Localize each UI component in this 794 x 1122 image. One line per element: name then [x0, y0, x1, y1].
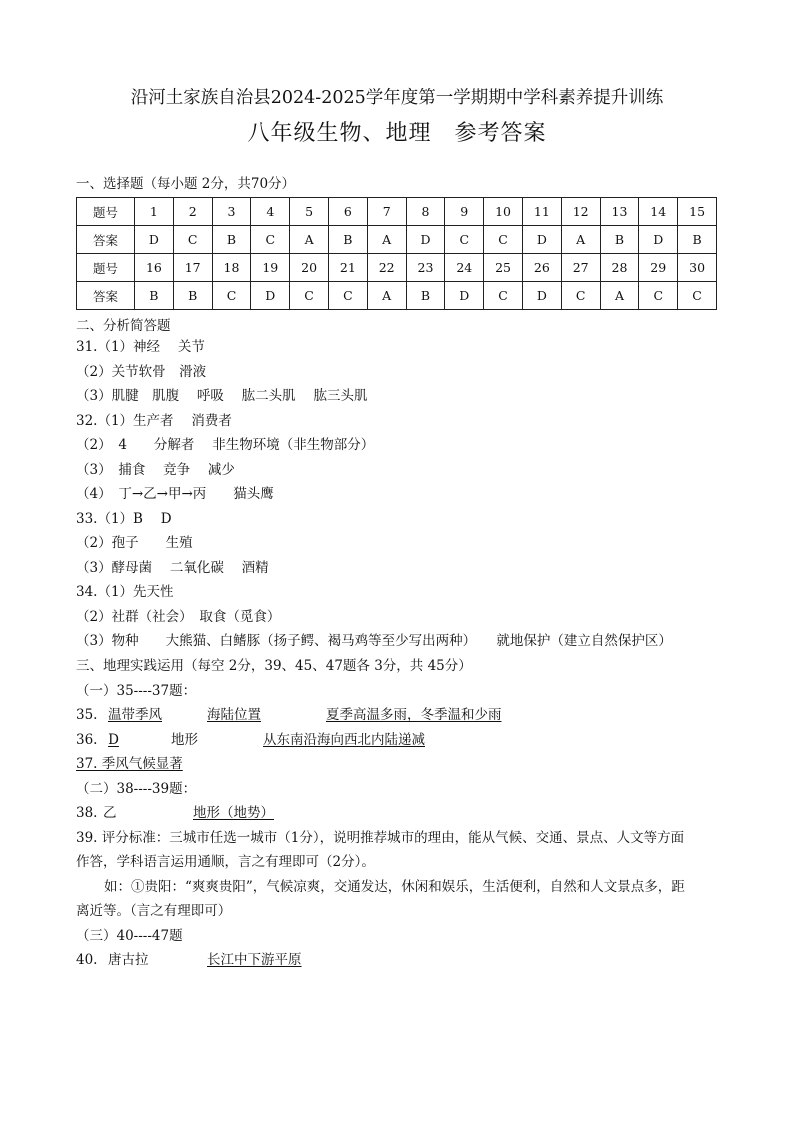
- question-number-cell: 6: [328, 198, 367, 226]
- answer-row-label: 答案: [77, 226, 135, 254]
- question-number-cell: 19: [251, 254, 290, 282]
- answer-cell: A: [561, 226, 600, 254]
- answer-cell: D: [445, 282, 484, 310]
- question-number-cell: 16: [135, 254, 174, 282]
- q39-example-line-1: 如：①贵阳：“爽爽贵阳”，气候凉爽，交通发达，休闲和娱乐，生活便利，自然和人文景点多，距: [104, 879, 685, 895]
- answer-cell: D: [522, 226, 561, 254]
- answer-cell: C: [484, 226, 523, 254]
- q38-answer-2: 地形（地势）: [193, 805, 274, 821]
- answer-line-33-2: （2）孢子 生殖: [76, 535, 193, 551]
- question-number-cell: 11: [522, 198, 561, 226]
- question-number-cell: 8: [406, 198, 445, 226]
- question-number-cell: 21: [328, 254, 367, 282]
- q36-answer-1: D: [108, 732, 119, 748]
- q38-answer-1: 乙: [103, 805, 117, 821]
- question-number-cell: 29: [639, 254, 678, 282]
- answer-cell: C: [445, 226, 484, 254]
- answer-line-34-2: （2）社群（社会） 取食（觅食）: [76, 609, 281, 625]
- answer-cell: A: [290, 226, 329, 254]
- answer-cell: A: [600, 282, 639, 310]
- q35-answer-2: 海陆位置: [207, 707, 261, 723]
- part1-heading: （一）35----37题：: [76, 683, 197, 699]
- part2-heading: （二）38----39题：: [76, 781, 197, 797]
- question-number-cell: 3: [212, 198, 251, 226]
- question-number-cell: 15: [678, 198, 717, 226]
- answer-line-32-4: （4） 丁→乙→甲→丙 猫头鹰: [76, 486, 274, 502]
- question-number-row-label: 题号: [77, 198, 135, 226]
- q39-line-2: 作答，学科语言运用通顺，言之有理即可（2分）。: [76, 854, 375, 870]
- answer-cell: D: [135, 226, 174, 254]
- question-number-cell: 7: [367, 198, 406, 226]
- q40-number: 40.: [76, 952, 98, 968]
- answer-cell: C: [328, 282, 367, 310]
- answer-cell: C: [173, 226, 212, 254]
- answer-line-32-3: （3） 捕食 竞争 减少: [76, 462, 235, 478]
- q35-answer-3: 夏季高温多雨，冬季温和少雨: [326, 707, 502, 723]
- question-number-cell: 24: [445, 254, 484, 282]
- answer-cell: A: [367, 282, 406, 310]
- document-title: 沿河土家族自治县2024-2025学年度第一学期期中学科素养提升训练: [130, 88, 664, 108]
- answer-cell: C: [212, 282, 251, 310]
- section2-heading: 二、分析简答题: [76, 318, 171, 334]
- answer-cell: B: [600, 226, 639, 254]
- answer-row: [77, 282, 717, 310]
- answer-line-31-1: 31.（1）神经 关节: [76, 339, 205, 355]
- answer-line-32-1: 32.（1）生产者 消费者: [76, 413, 232, 429]
- question-number-cell: 2: [173, 198, 212, 226]
- q36-answer-2: 地形: [171, 732, 198, 748]
- question-number-cell: 14: [639, 198, 678, 226]
- answer-line-34-1: 34.（1）先天性: [76, 584, 174, 600]
- answer-cell: B: [406, 282, 445, 310]
- question-number-row: [77, 198, 717, 226]
- answer-cell: D: [251, 282, 290, 310]
- q39-example-line-2: 离近等。（言之有理即可）: [76, 903, 232, 919]
- question-number-cell: 9: [445, 198, 484, 226]
- answer-cell: A: [367, 226, 406, 254]
- question-number-cell: 30: [678, 254, 717, 282]
- q38-number: 38.: [76, 805, 98, 821]
- answer-table: [76, 197, 717, 310]
- q40-answer-1: 唐古拉: [108, 952, 149, 968]
- answer-line-33-1: 33.（1）B D: [76, 511, 172, 527]
- answer-cell: D: [639, 226, 678, 254]
- answer-line-37: 37. 季风气候显著: [76, 756, 183, 772]
- answer-cell: C: [678, 282, 717, 310]
- answer-cell: D: [406, 226, 445, 254]
- question-number-cell: 20: [290, 254, 329, 282]
- answer-line-31-3: （3）肌腱 肌腹 呼吸 肱二头肌 肱三头肌: [76, 388, 368, 404]
- question-number-cell: 28: [600, 254, 639, 282]
- q36-answer-3: 从东南沿海向西北内陆递减: [263, 732, 425, 748]
- answer-cell: C: [561, 282, 600, 310]
- question-number-cell: 1: [135, 198, 174, 226]
- document-subtitle: 八年级生物、地理 参考答案: [247, 121, 547, 146]
- question-number-cell: 4: [251, 198, 290, 226]
- section1-heading: 一、选择题（每小题 2分，共70分）: [76, 176, 296, 192]
- answer-cell: C: [251, 226, 290, 254]
- q39-line-1: 39. 评分标准：三城市任选一城市（1分），说明推荐城市的理由，能从气候、交通、景点、人文等方面: [76, 830, 685, 846]
- question-number-cell: 12: [561, 198, 600, 226]
- answer-line-33-3: （3）酵母菌 二氧化碳 酒精: [76, 560, 269, 576]
- question-number-cell: 27: [561, 254, 600, 282]
- question-number-cell: 22: [367, 254, 406, 282]
- question-number-cell: 25: [484, 254, 523, 282]
- answer-cell: B: [678, 226, 717, 254]
- answer-cell: C: [639, 282, 678, 310]
- answer-cell: B: [173, 282, 212, 310]
- question-number-cell: 23: [406, 254, 445, 282]
- answer-cell: C: [290, 282, 329, 310]
- answer-cell: B: [135, 282, 174, 310]
- answer-cell: B: [212, 226, 251, 254]
- q35-number: 35.: [76, 707, 98, 723]
- answer-line-34-3: （3）物种 大熊猫、白鳍豚（扬子鳄、褐马鸡等至少写出两种） 就地保护（建立自然保护区）: [76, 633, 672, 649]
- answer-line-32-2: （2） 4 分解者 非生物环境（非生物部分）: [76, 437, 375, 453]
- answer-row: [77, 226, 717, 254]
- q36-number: 36.: [76, 732, 98, 748]
- question-number-cell: 26: [522, 254, 561, 282]
- answer-cell: C: [484, 282, 523, 310]
- question-number-cell: 17: [173, 254, 212, 282]
- section3-heading: 三、地理实践运用（每空 2分，39、45、47题各 3分，共 45分）: [76, 658, 472, 674]
- q35-answer-1: 温带季风: [108, 707, 162, 723]
- answer-row-label: 答案: [77, 282, 135, 310]
- question-number-row-label: 题号: [77, 254, 135, 282]
- question-number-cell: 13: [600, 198, 639, 226]
- part3-heading: （三）40----47题: [76, 928, 183, 944]
- question-number-cell: 18: [212, 254, 251, 282]
- answer-cell: B: [328, 226, 367, 254]
- question-number-cell: 10: [484, 198, 523, 226]
- q40-answer-2: 长江中下游平原: [207, 952, 302, 968]
- question-number-cell: 5: [290, 198, 329, 226]
- answer-line-31-2: （2）关节软骨 滑液: [76, 364, 207, 380]
- answer-cell: D: [522, 282, 561, 310]
- question-number-row: [77, 254, 717, 282]
